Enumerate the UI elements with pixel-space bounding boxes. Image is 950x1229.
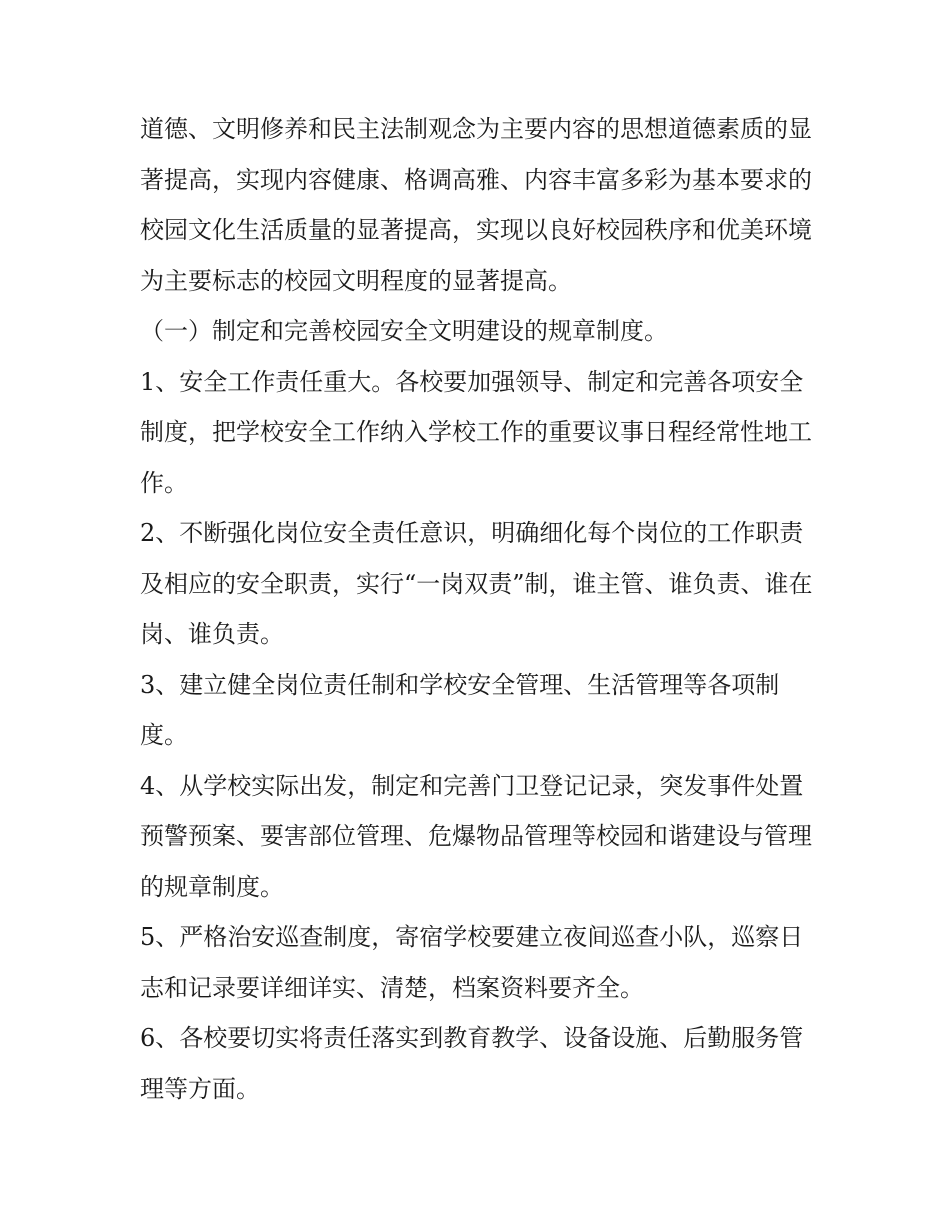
intro-paragraph: 道德、文明修养和民主法制观念为主要内容的思想道德素质的显著提高，实现内容健康、格调高雅、内容丰富多彩为基本要求的校园文化生活质量的显著提高，实现以良好校园秩序和优美环境为主要标志的校园文明程度的显著提高。	[140, 115, 812, 295]
list-item-2: 2、不断强化岗位安全责任意识，明确细化每个岗位的工作职责及相应的安全职责，实行“一岗双责”制，谁主管、谁负责、谁在岗、谁负责。	[140, 519, 813, 648]
list-item-6: 6、各校要切实将责任落实到教育教学、设备设施、后勤服务管理等方面。	[140, 1024, 804, 1103]
list-item-3: 3、建立健全岗位责任制和学校安全管理、生活管理等各项制度。	[140, 670, 780, 749]
list-item-5: 5、严格治安巡查制度，寄宿学校要建立夜间巡查小队，巡察日志和记录要详细详实、清楚，档案资料要齐全。	[140, 923, 804, 1002]
list-item-1: 1、安全工作责任重大。各校要加强领导、制定和完善各项安全制度，把学校安全工作纳入学校工作的重要议事日程经常性地工作。	[140, 367, 812, 497]
list-item-4: 4、从学校实际出发，制定和完善门卫登记记录，突发事件处置预警预案、要害部位管理、危爆物品管理等校园和谐建设与管理的规章制度。	[140, 771, 812, 901]
document-body	[140, 104, 820, 1114]
section-heading: （一）制定和完善校园安全文明建设的规章制度。	[140, 317, 668, 345]
